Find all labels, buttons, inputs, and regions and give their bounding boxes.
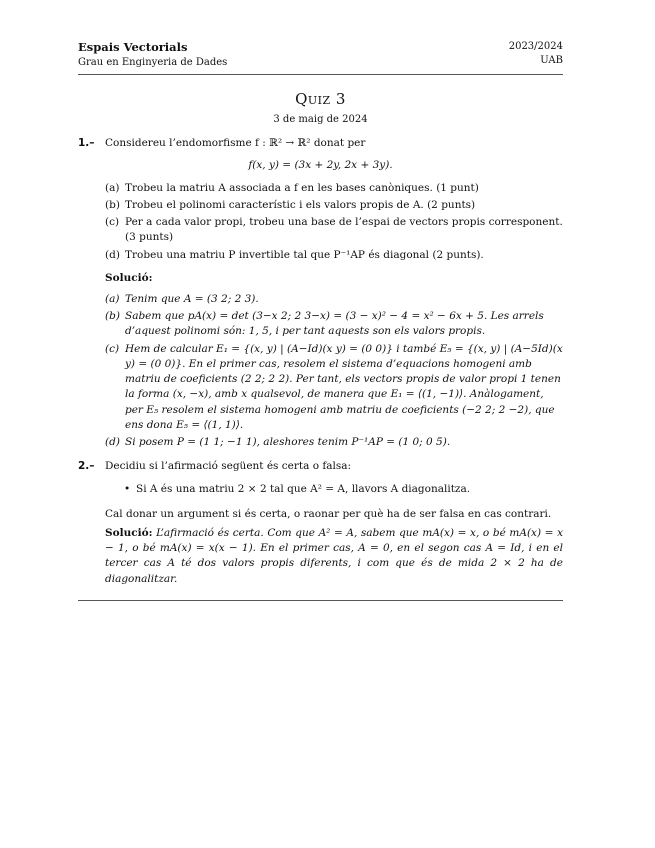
solution-1-heading: Solució: [105, 271, 153, 284]
solution-label: (d) [105, 435, 120, 448]
question-2-intro: Decidiu si l’afirmació següent és certa o falsa: [105, 460, 352, 473]
solution-1-part [105, 309, 563, 339]
solution-1 [105, 292, 563, 450]
question-2-instruction: Cal donar un argument si és certa, o raonar per què ha de ser falsa en cas contrari. [105, 507, 552, 520]
part-text: Trobeu la matriu A associada a f en les bases canòniques. (1 punt) [125, 181, 479, 194]
part-label: (a) [105, 181, 120, 194]
degree-name: Grau en Enginyeria de Dades [78, 56, 228, 68]
footer-divider [78, 600, 563, 601]
question-1-number: 1.– [78, 137, 95, 150]
university-name: UAB [540, 54, 563, 66]
part-text: Trobeu una matriu P invertible tal que P⁻¹AP és diagonal (2 punts). [125, 248, 484, 261]
question-1-part [105, 248, 563, 263]
solution-2 [105, 526, 563, 587]
academic-year: 2023/2024 [508, 41, 563, 52]
question-1-intro: Considereu l’endomorfisme f : ℝ² → ℝ² donat per [105, 137, 366, 150]
statement-text: Si A és una matriu 2 × 2 tal que A² = A, llavors A diagonalitza. [136, 483, 471, 496]
solution-text: Hem de calcular E₁ = {(x, y) | (A−Id)(x y) = (0 0)} i també E₅ = {(x, y) | (A−5Id)(x y) = (0 0)}. En el primer cas, resolem el sistema d’equacions homogeni amb matriu de coeficients (2 2; 2 2). Per tant, els vectors propis de valor propi 1 tenen la forma (x, −x), amb x qualsevol, de manera que E₁ = ⟨(1, −1)⟩. Anàlogament, per E₅ resolem el sistema homogeni amb matriu de coeficients (−2 2; 2 −2), que ens dona E₅ = ⟨(1, 1)⟩. [125, 342, 563, 431]
solution-text: Tenim que A = (3 2; 2 3). [125, 293, 259, 306]
question-2-statement [124, 482, 563, 497]
part-label: (d) [105, 248, 120, 261]
solution-1-part [105, 435, 563, 450]
solution-label: (c) [105, 342, 120, 355]
page-header [78, 40, 563, 69]
question-1 [78, 136, 563, 151]
part-text: Trobeu el polinomi característic i els valors propis de A. (2 punts) [125, 198, 476, 211]
solution-label: (a) [105, 293, 120, 306]
solution-text: Si posem P = (1 1; −1 1), aleshores tenim P⁻¹AP = (1 0; 0 5). [125, 435, 451, 448]
question-1-parts [105, 181, 563, 263]
question-1-part [105, 198, 563, 213]
bullet-icon: • [124, 483, 131, 496]
solution-text: Sabem que pA(x) = det (3−x 2; 2 3−x) = (3 − x)² − 4 = x² − 6x + 5. Les arrels d’aquest polinomi són: 1, 5, i per tant aquests son els valors propis. [125, 310, 544, 338]
part-label: (c) [105, 216, 120, 229]
solution-1-part [105, 292, 563, 307]
quiz-title: Quiz 3 [295, 90, 346, 109]
question-1-part [105, 215, 563, 245]
solution-label: (b) [105, 310, 120, 323]
solution-2-text: L’afirmació és certa. Com que A² = A, sabem que mA(x) = x, o bé mA(x) = x − 1, o bé mA(x) = x(x − 1). En el primer cas, A = 0, en el segon cas A = Id, i en el tercer cas A té dos valors propis diferents, i com que és de mida 2 × 2 ha de diagonalitzar. [105, 526, 563, 585]
question-1-part [105, 181, 563, 196]
header-divider [78, 74, 563, 75]
solution-2-heading: Solució: [105, 526, 153, 539]
part-text: Per a cada valor propi, trobeu una base de l’espai de vectors propis corresponent. (3 punts) [125, 216, 563, 244]
solution-1-part [105, 342, 563, 433]
part-label: (b) [105, 198, 120, 211]
course-title: Espais Vectorials [78, 40, 188, 54]
question-2 [78, 459, 563, 474]
question-1-formula: f(x, y) = (3x + 2y, 2x + 3y). [248, 159, 393, 172]
question-2-number: 2.– [78, 460, 95, 473]
quiz-date: 3 de maig de 2024 [273, 113, 368, 125]
